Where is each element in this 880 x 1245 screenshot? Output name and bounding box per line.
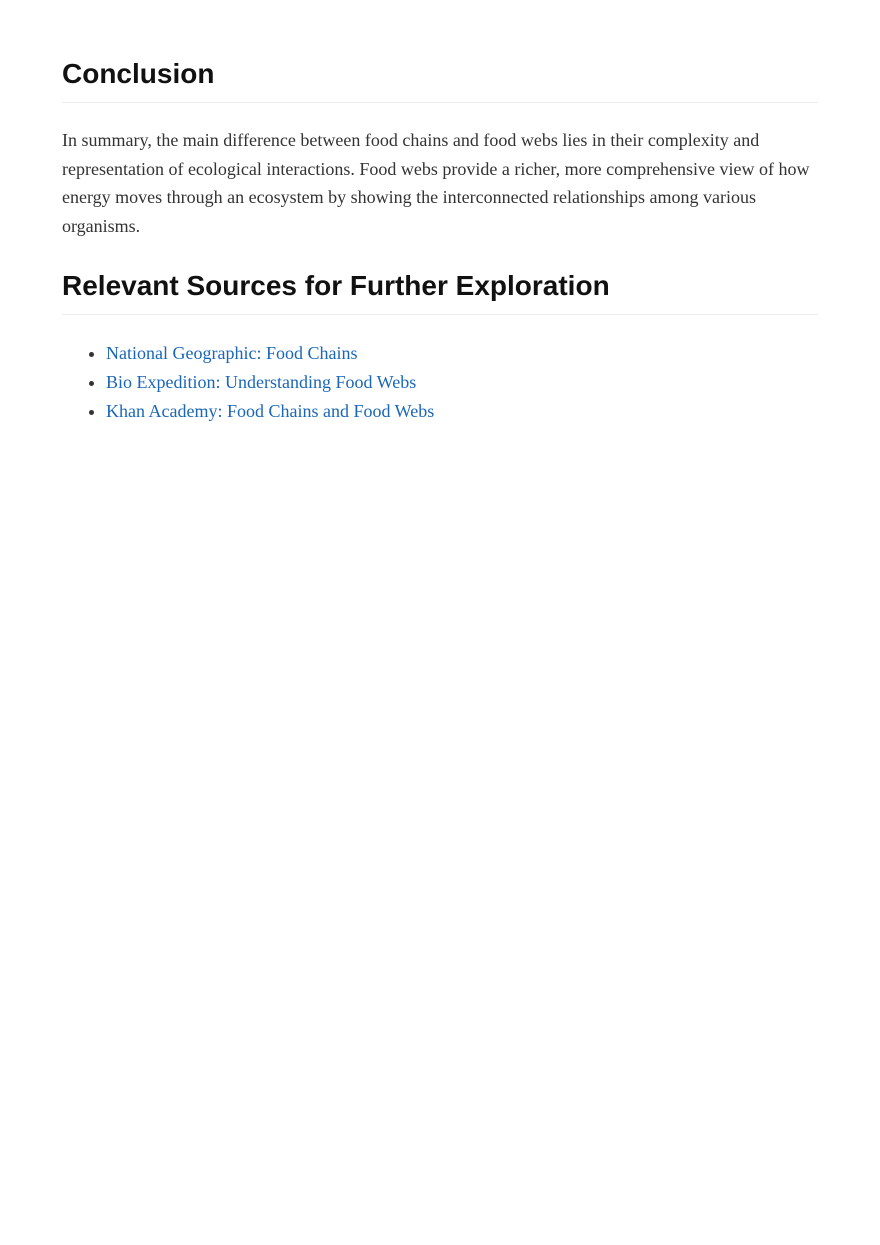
conclusion-heading: Conclusion (62, 57, 818, 103)
sources-list (62, 339, 818, 425)
source-link-national-geographic[interactable]: National Geographic: Food Chains (106, 343, 358, 364)
conclusion-paragraph: In summary, the main difference between food chains and food webs lies in their complexity and representation of ecological interactions. Food webs provide a richer, more comprehensive view of how energy moves through an ecosystem by showing the interconnected relationships among various organisms. (62, 130, 810, 236)
source-link-bio-expedition[interactable]: Bio Expedition: Understanding Food Webs (106, 371, 417, 392)
list-item (106, 368, 818, 397)
sources-heading: Relevant Sources for Further Exploration (62, 269, 818, 315)
list-item (106, 397, 818, 426)
list-item (106, 339, 818, 368)
document-page (62, 0, 818, 425)
source-link-khan-academy[interactable]: Khan Academy: Food Chains and Food Webs (106, 400, 435, 421)
